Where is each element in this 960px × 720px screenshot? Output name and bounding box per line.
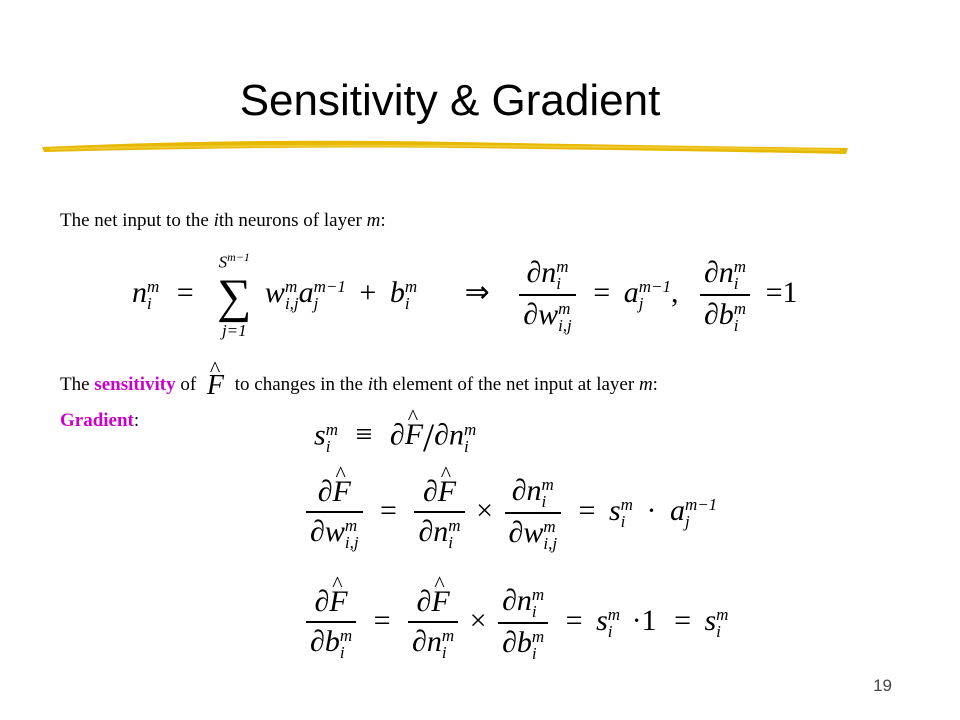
sensitivity-definition: s m i ≡ ∂^ F/∂n m i <box>314 414 476 461</box>
net-input-line: The net input to the ith neurons of layer m: <box>60 210 386 231</box>
slide-title: Sensitivity & Gradient <box>239 76 661 125</box>
gradient-label: Gradient: <box>60 410 140 431</box>
sensitivity-line: The sensitivity of ^ F to changes in the ith element of the net input at layer m: <box>60 366 658 398</box>
weight-gradient-equation: ∂^ F ∂w m i,j = ∂^ F ∂n m i × ∂n m i ∂w m i,j = s m i · a m−1 j <box>302 474 717 552</box>
page-number: 19 <box>873 676 892 695</box>
title-underline <box>40 134 860 160</box>
bias-gradient-equation: ∂^ F ∂b m i = ∂^ F ∂n m i × ∂n m i ∂b m i = s m i ·1 = s m i <box>302 584 728 662</box>
net-input-equation: n m i = $S^{m-1}$ ∑ j=1 w m i,j a m−1 j + b m i ⇒ ∂n m i ∂w m i,j = a m−1 j , ∂n m i ∂b m i =1 <box>132 250 798 340</box>
